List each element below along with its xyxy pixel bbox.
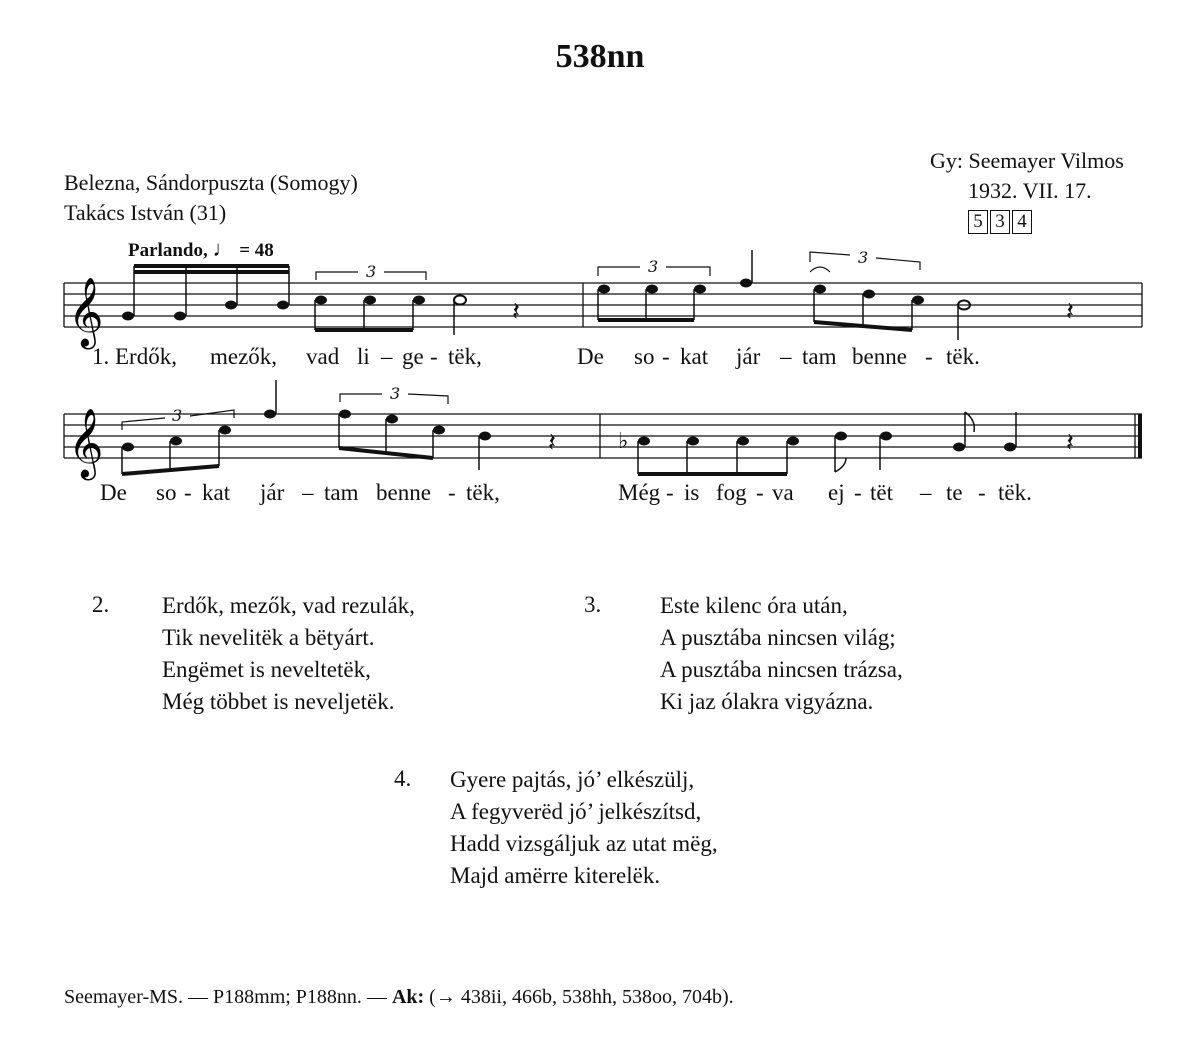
verse-number: 3. — [584, 592, 602, 617]
lyric-syllable: vad — [306, 344, 340, 369]
source-text: Seemayer-MS. — P188mm; P188nn. — — [64, 986, 387, 1008]
collector-label: Gy: Seemayer Vilmos — [930, 148, 1124, 173]
lyric-syllable: 1. Erdők, — [92, 344, 177, 369]
staff-1-rests — [512, 297, 1074, 327]
lyric-hyphen: - — [662, 344, 670, 369]
note-head — [315, 296, 327, 305]
note-head — [912, 296, 924, 305]
quarter-rest-icon: 𝄽 — [512, 297, 520, 327]
tempo-bpm: = 48 — [239, 240, 274, 261]
quarter-rest-icon: 𝄽 — [1066, 428, 1074, 458]
staff-1-notes — [122, 279, 970, 321]
verse-line: Erdők, mezők, vad rezulák, — [162, 593, 415, 618]
lyric-syllable: li — [357, 344, 370, 369]
source-footer — [64, 986, 734, 1009]
lyric-syllable: tëk. — [998, 480, 1032, 505]
lyrics-line-2 — [0, 480, 1200, 510]
tuplet-label: 3 — [390, 384, 401, 403]
lyric-syllable: va — [772, 480, 794, 505]
lyric-hyphen: - — [854, 480, 862, 505]
lyric-syllable: te — [946, 480, 963, 505]
flat-icon: ♭ — [618, 429, 629, 454]
lyric-syllable: is — [684, 480, 700, 505]
tuplet-label: 3 — [366, 262, 377, 281]
verse-line: Tik nevelitëk a bëtyárt. — [162, 625, 375, 650]
song-number-title: 538nn — [555, 38, 645, 75]
staff-1-beams — [134, 266, 912, 330]
lyric-syllable: benne — [376, 480, 431, 505]
lyric-hyphen: - — [925, 344, 933, 369]
note-head — [364, 296, 376, 305]
ak-label: Ak: — [391, 986, 425, 1008]
verse-line: Majd amërre kiterelëk. — [450, 863, 661, 888]
lyric-hyphen: - — [666, 480, 674, 505]
note-head — [413, 296, 425, 305]
verse-line: Engëmet is neveltetëk, — [162, 657, 371, 682]
verse-line: Ki jaz ólakra vigyázna. — [660, 689, 874, 714]
lyric-syllable: tët — [870, 480, 893, 505]
cross-references: (→ 438ii, 466b, 538hh, 538oo, 704b). — [429, 986, 734, 1008]
note-head — [646, 285, 658, 294]
staff-2-flags — [835, 412, 974, 472]
lyric-syllable: so — [634, 344, 655, 369]
tuplet-label: 3 — [858, 248, 869, 267]
note-head — [694, 285, 706, 294]
place-label: Belezna, Sándorpuszta (Somogy) — [64, 170, 358, 195]
lyric-syllable: kat — [202, 480, 231, 505]
lyric-hyphen: - — [448, 480, 456, 505]
lyric-syllable: so — [156, 480, 177, 505]
lyric-hyphen: - — [978, 480, 986, 505]
lyric-hyphen: - — [756, 480, 764, 505]
lyric-hyphen: - — [184, 480, 192, 505]
quarter-note-icon: ♩ — [212, 236, 235, 261]
singer-label: Takács István (31) — [64, 200, 227, 225]
verse-line: Este kilenc óra után, — [660, 593, 848, 618]
verse-2 — [162, 590, 415, 718]
note-head — [863, 290, 875, 299]
lyric-syllable: ej — [828, 480, 845, 505]
lyric-syllable: benne — [852, 344, 907, 369]
verse-line: Gyere pajtás, jó’ elkészülj, — [450, 767, 695, 792]
lyric-syllable: Még — [618, 480, 661, 505]
tempo-text: Parlando, — [128, 240, 208, 261]
lyric-syllable: tëk, — [448, 344, 482, 369]
verse-line: A pusztába nincsen világ; — [660, 625, 896, 650]
lyric-syllable: tam — [324, 480, 359, 505]
verse-line: A pusztába nincsen trázsa, — [660, 657, 903, 682]
note-head — [277, 301, 289, 310]
note-head — [122, 312, 134, 321]
verse-3 — [660, 590, 903, 718]
lyric-syllable: De — [100, 480, 127, 505]
staff-1-tuplet-labels — [366, 248, 868, 281]
lyric-syllable: fog — [716, 480, 747, 505]
verse-line: Hadd vizsgáljuk az utat mëg, — [450, 831, 718, 856]
cadence-box-1: 5 — [968, 210, 988, 234]
lyric-syllable: tëk. — [946, 344, 980, 369]
treble-clef-icon: 𝄞 — [68, 277, 104, 347]
lyric-syllable: mezők, — [210, 344, 278, 369]
quarter-rest-icon: 𝄽 — [1066, 297, 1074, 327]
verse-number: 4. — [394, 766, 412, 791]
lyric-syllable: ge — [402, 344, 424, 369]
lyric-syllable: jár — [260, 480, 285, 505]
note-head — [174, 312, 186, 321]
lyric-hyphen: - — [430, 344, 438, 369]
verse-line: A fegyverëd jó’ jelkészítsd, — [450, 799, 702, 824]
tuplet-label: 3 — [648, 257, 659, 276]
cadence-box-3: 4 — [1012, 210, 1032, 234]
note-head — [740, 279, 752, 288]
cadence-box-2: 3 — [990, 210, 1010, 234]
lyric-hyphen: – — [920, 480, 932, 505]
tuplet-label: 3 — [172, 406, 183, 425]
date-label: 1932. VII. 17. — [968, 178, 1092, 203]
verse-line: Még többet is neveljetëk. — [162, 689, 395, 714]
verse-4 — [450, 764, 718, 892]
lyric-hyphen: – — [302, 480, 314, 505]
lyric-hyphen: – — [381, 344, 393, 369]
lyric-syllable: tëk, — [466, 480, 500, 505]
lyrics-line-1 — [0, 344, 1200, 374]
staff-2-tuplet-labels — [172, 384, 400, 425]
staff-2-stems — [122, 380, 1016, 474]
staff-2-notes — [122, 410, 1016, 452]
lyric-syllable: tam — [802, 344, 837, 369]
half-note-head — [454, 296, 466, 305]
lyric-syllable: kat — [680, 344, 709, 369]
staff-1-tuplets — [316, 252, 920, 280]
note-head — [814, 285, 826, 294]
lyric-syllable: De — [577, 344, 604, 369]
treble-clef-icon: 𝄞 — [68, 408, 104, 478]
lyric-hyphen: – — [780, 344, 792, 369]
note-head — [598, 285, 610, 294]
quarter-rest-icon: 𝄽 — [548, 428, 556, 458]
verse-number: 2. — [92, 592, 110, 617]
staff-2 — [64, 414, 1142, 458]
fermata-icon — [810, 267, 830, 272]
note-head — [225, 301, 237, 310]
lyric-syllable: jár — [736, 344, 761, 369]
